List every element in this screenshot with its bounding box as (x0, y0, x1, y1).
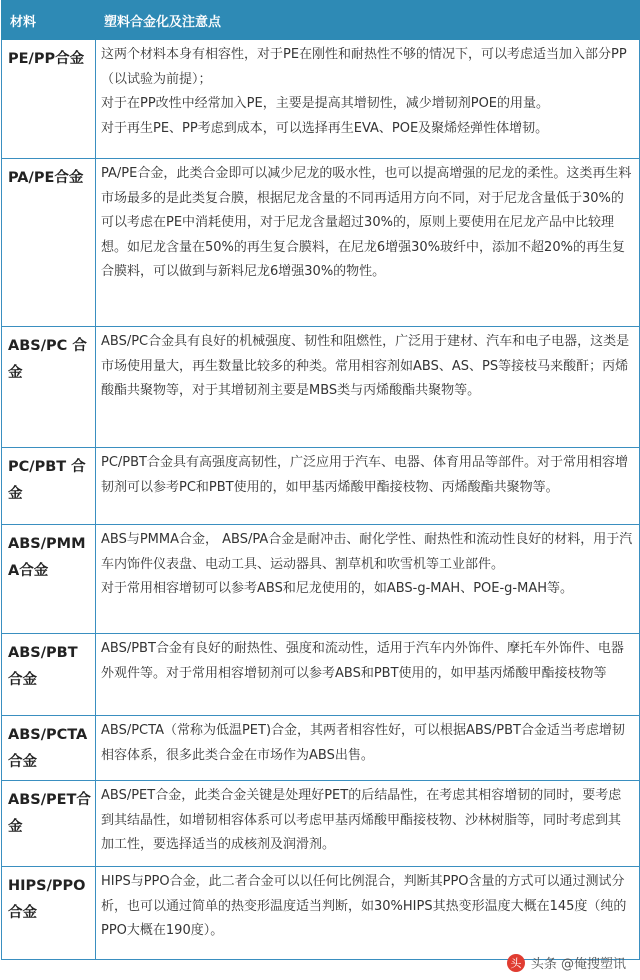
notes-paragraph: PA/PE合金，此类合金即可以减少尼龙的吸水性，也可以提高增强的尼龙的柔性。这类再生料市场最多的是此类复合膜，根据尼龙含量的不同再适用方向不同，对于尼龙含量低于30%的可以考虑在PE中消耗使用，对于尼龙含量超过30%的，原则上要使用在尼龙产品中比较理想。如尼龙含量在50%的再生复合膜料，在尼龙6增强30%玻纤中，添加不超20%的再生复合膜料，可以做到与新料尼龙6增强30%的物性。 (101, 166, 632, 279)
table-row (2, 159, 640, 327)
material-notes (96, 716, 640, 781)
table-row (2, 40, 640, 159)
header-material: 材料 (2, 1, 96, 40)
header-notes: 塑料合金化及注意点 (96, 1, 640, 40)
table-row (2, 448, 640, 525)
table-header-row (2, 1, 640, 40)
notes-paragraph: 对于在PP改性中经常加入PE，主要是提高其增韧性，减少增韧剂POE的用量。 (101, 96, 550, 111)
material-notes (96, 781, 640, 867)
material-name: ABS/PC 合金 (2, 327, 96, 448)
table-row (2, 634, 640, 716)
notes-paragraph: 这两个材料本身有相容性，对于PE在刚性和耐热性不够的情况下，可以考虑适当加入部分PP（以试验为前提）； (101, 47, 627, 87)
material-name: HIPS/PPO合金 (2, 867, 96, 960)
alloy-table (1, 0, 640, 960)
material-notes (96, 159, 640, 327)
notes-paragraph: PC/PBT合金具有高强度高韧性，广泛应用于汽车、电器、体育用品等部件。对于常用相容增韧剂可以参考PC和PBT使用的，如甲基丙烯酸甲酯接枝物、丙烯酸酯共聚物等。 (101, 455, 628, 495)
material-notes (96, 525, 640, 634)
table-row (2, 327, 640, 448)
notes-paragraph: ABS/PCTA（常称为低温PET)合金，其两者相容性好，可以根据ABS/PBT合金适当考虑增韧相容体系，很多此类合金在市场作为ABS出售。 (101, 723, 625, 763)
material-name: PA/PE合金 (2, 159, 96, 327)
table-row (2, 867, 640, 960)
table-row (2, 781, 640, 867)
material-name: PE/PP合金 (2, 40, 96, 159)
material-notes (96, 634, 640, 716)
watermark (507, 953, 626, 972)
material-name: ABS/PBT合金 (2, 634, 96, 716)
watermark-text: 头条 @俺搜塑讯 (530, 957, 626, 972)
material-notes (96, 448, 640, 525)
notes-paragraph: ABS/PET合金，此类合金关键是处理好PET的后结晶性，在考虑其相容增韧的同时，要考虑到其结晶性，如增韧相容体系可以考虑甲基丙烯酸甲酯接枝物、沙林树脂等，同时考虑到其加工性，要选择适当的成核剂及润滑剂。 (101, 788, 622, 852)
notes-paragraph: ABS/PC合金具有良好的机械强度、韧性和阻燃性，广泛用于建材、汽车和电子电器，这类是市场使用量大，再生数量比较多的种类。常用相容剂如ABS、AS、PS等接枝马来酸酐；丙烯酸酯共聚物等，对于其增韧剂主要是MBS类与丙烯酸酯共聚物等。 (101, 334, 630, 398)
notes-paragraph: ABS/PBT合金有良好的耐热性、强度和流动性，适用于汽车内外饰件、摩托车外饰件、电器外观件等。对于常用相容增韧剂可以参考ABS和PBT使用的，如甲基丙烯酸甲酯接枝物等 (101, 641, 624, 681)
notes-paragraph: HIPS与PPO合金，此二者合金可以以任何比例混合，判断其PPO含量的方式可以通过测试分析，也可以通过简单的热变形温度适当判断，如30%HIPS其热变形温度大概在145度（纯的PPO大概在190度）。 (101, 874, 627, 938)
toutiao-logo-icon: 头 (507, 954, 525, 972)
material-notes (96, 327, 640, 448)
material-notes (96, 867, 640, 960)
material-name: ABS/PET合金 (2, 781, 96, 867)
material-name: PC/PBT 合金 (2, 448, 96, 525)
notes-paragraph: ABS与PMMA合金， ABS/PA合金是耐冲击、耐化学性、耐热性和流动性良好的材料，用于汽车内饰件仪表盘、电动工具、运动器具、割草机和吹雪机等工业部件。 (101, 532, 633, 572)
notes-paragraph: 对于常用相容增韧可以参考ABS和尼龙使用的，如ABS-g-MAH、POE-g-MAH等。 (101, 581, 573, 596)
material-name: ABS/PCTA合金 (2, 716, 96, 781)
table-row (2, 716, 640, 781)
material-name: ABS/PMMA合金 (2, 525, 96, 634)
notes-paragraph: 对于再生PE、PP考虑到成本，可以选择再生EVA、POE及聚烯烃弹性体增韧。 (101, 120, 549, 136)
material-notes (96, 40, 640, 159)
table-row (2, 525, 640, 634)
